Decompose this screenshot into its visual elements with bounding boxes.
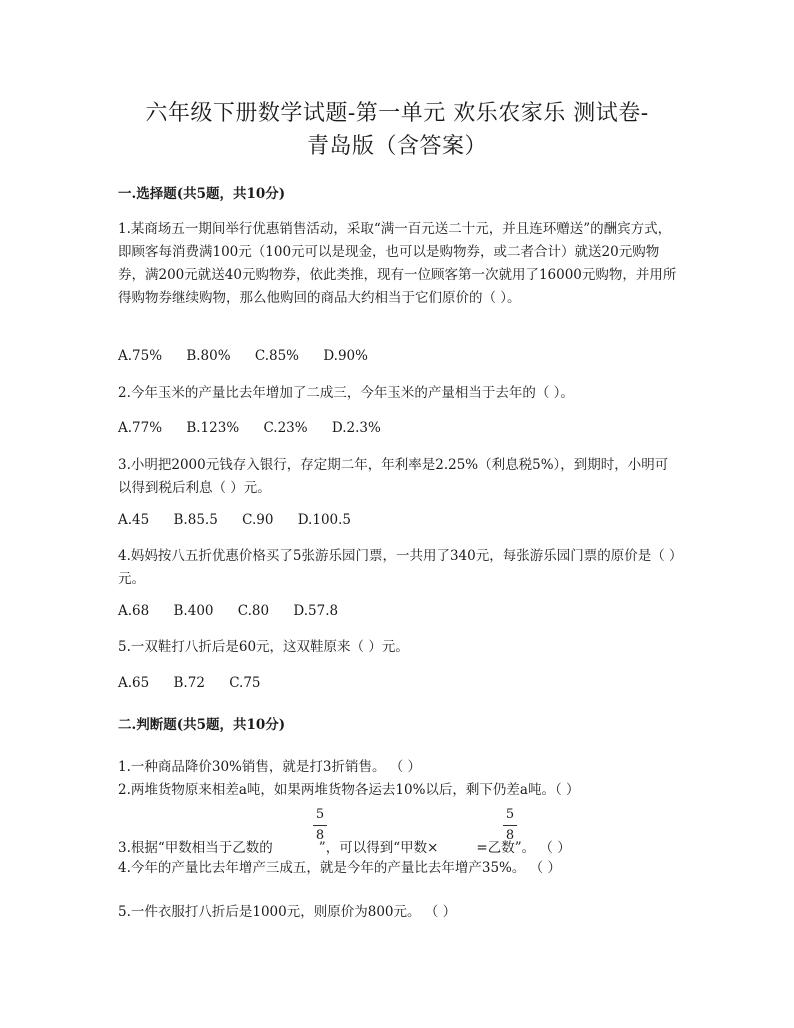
question-5-options [118, 675, 281, 691]
judgement-1: 1.一种商品降价30%销售，就是打3折销售。 （ ） [118, 759, 422, 775]
fraction-denominator: 8 [505, 828, 515, 843]
fraction-numerator: 5 [505, 807, 515, 822]
question-4-text: 4.妈妈按八五折优惠价格买了5张游乐园门票，一共用了340元，每张游乐园门票的原价是（ ）元。 [118, 548, 676, 587]
option-c: C.75 [229, 675, 261, 691]
option-b: B.72 [173, 675, 205, 691]
option-b: B.80% [186, 348, 231, 364]
option-a: A.77% [118, 420, 163, 436]
option-d: D.90% [323, 348, 368, 364]
question-3-options [118, 512, 371, 528]
option-d: D.100.5 [297, 512, 352, 528]
fraction-bar [313, 825, 327, 826]
option-a: A.65 [118, 675, 150, 691]
fraction-numerator: 5 [315, 807, 325, 822]
question-3-text: 3.小明把2000元钱存入银行，存定期二年，年利率是2.25%（利息税5%），到期时，小明可以得到税后利息（ ）元。 [118, 457, 669, 496]
judgement-3-part-3: =乙数”。 （ ） [476, 840, 571, 856]
option-c: C.23% [263, 420, 308, 436]
question-1-text: 1.某商场五一期间举行优惠销售活动，采取“满一百元送二十元，并且连环赠送”的酬宾方式，即顾客每消费满100元（100元可以是现金，也可以是购物券，或二者合计）就送20元购物券，满200元就送40元购物券，依此类推，现有一位顾客第一次就用了16000元购物，并用所得购物券继续购物，那么他购回的商品大约相当于它们原价的（ ）。 [118, 221, 677, 306]
option-c: C.90 [242, 512, 274, 528]
judgement-3 [118, 836, 571, 856]
option-a: A.45 [118, 512, 150, 528]
judgement-4: 4.今年的产量比去年增产三成五，就是今年的产量比去年增产35%。 （ ） [118, 860, 561, 876]
option-b: B.123% [186, 420, 240, 436]
section-heading-judgement: 二.判断题(共5题，共10分) [118, 717, 286, 733]
judgement-5: 5.一件衣服打八折后是1000元，则原价为800元。 （ ） [118, 904, 457, 920]
judgement-2: 2.两堆货物原来相差a吨，如果两堆货物各运去10%以后，剩下仍差a吨。（ ） [118, 782, 580, 798]
option-b: B.400 [173, 603, 214, 619]
document-title-line-2: 青岛版（含答案） [306, 134, 487, 159]
option-c: C.85% [254, 348, 300, 364]
option-c: C.80 [237, 603, 270, 619]
question-2-options [118, 420, 401, 436]
question-4-options [118, 603, 358, 619]
fraction-bar [503, 825, 517, 826]
option-a: A.75% [118, 348, 163, 364]
option-b: B.85.5 [173, 512, 218, 528]
section-heading-choice: 一.选择题(共5题，共10分) [118, 186, 286, 202]
question-1-options [118, 348, 388, 364]
question-5-text: 5.一双鞋打八折后是60元，这双鞋原来（ ）元。 [118, 639, 409, 655]
option-d: D.2.3% [331, 420, 381, 436]
fraction-denominator: 8 [315, 828, 325, 843]
judgement-3-part-2: ”，可以得到“甲数× [318, 840, 439, 856]
document-title-line-1: 六年级下册数学试题-第一单元 欢乐农家乐 测试卷- [145, 101, 649, 126]
judgement-3-part-1: 3.根据“甲数相当于乙数的 [118, 840, 273, 856]
option-a: A.68 [118, 603, 150, 619]
option-d: D.57.8 [293, 603, 339, 619]
question-2-text: 2.今年玉米的产量比去年增加了二成三，今年玉米的产量相当于去年的（ ）。 [118, 385, 574, 401]
